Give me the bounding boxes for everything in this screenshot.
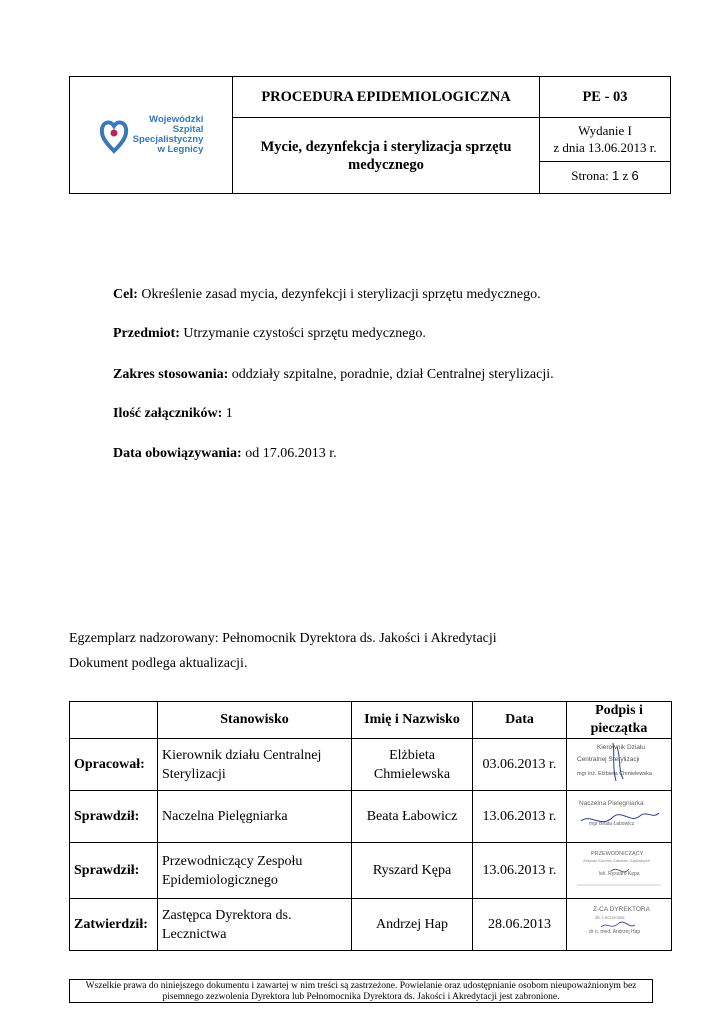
role-cell: Sprawdził: (70, 791, 158, 843)
field-value: 1 (222, 406, 233, 421)
update-note: Dokument podlega aktualizacji. (69, 656, 248, 671)
signature-cell (567, 791, 672, 843)
logo-text (133, 115, 204, 155)
field-label: Ilość załączników: (113, 406, 223, 421)
signature-stamp-2 (571, 791, 667, 837)
edition-cell (540, 118, 671, 194)
date-cell: 03.06.2013 r. (473, 739, 567, 791)
signature-cell (567, 843, 672, 899)
page-total: 6 (631, 168, 639, 183)
heart-logo-icon (99, 116, 129, 154)
field-label: Data obowiązywania: (113, 446, 242, 461)
table-row (70, 899, 672, 951)
field-scope (113, 367, 554, 383)
date-cell: 13.06.2013 r. (473, 843, 567, 899)
column-header: Imię i Nazwisko (352, 702, 473, 739)
subject-title (233, 118, 540, 194)
stamp-text: ds. Lecznictwa (595, 915, 625, 920)
page-label: Strona: (571, 168, 609, 183)
page-number (540, 162, 670, 192)
signature-cell (567, 739, 672, 791)
edition: Wydanie I (578, 123, 632, 138)
signature-scribble (601, 922, 635, 927)
procedure-title: PROCEDURA EPIDEMIOLOGICZNA (233, 77, 540, 118)
name-cell: Andrzej Hap (352, 899, 473, 951)
footer-line: pisemnego zezwolenia Dyrektora lub Pełnomocnika Dyrektora ds. Jakości i Akredytacji jest zabronione. (162, 992, 560, 1002)
field-subject (113, 326, 426, 342)
document-header (69, 76, 671, 194)
table-row (70, 791, 672, 843)
logo-line: w Legnicy (157, 144, 204, 155)
procedure-code: PE - 03 (540, 77, 671, 118)
position-cell: Kierownik działu Centralnej Sterylizacji (158, 739, 352, 791)
signature-stamp-4 (571, 899, 667, 945)
stamp-text: Zespołu Kontroli Zakażeń Szpitalnych (583, 858, 650, 863)
date-cell: 28.06.2013 (473, 899, 567, 951)
field-label: Zakres stosowania: (113, 367, 229, 382)
name-cell: Beata Łabowicz (352, 791, 473, 843)
logo-line: Specjalistyczny (132, 134, 204, 145)
field-label: Cel: (113, 287, 138, 302)
subject-title-text: Mycie, dezynfekcja i sterylizacja sprzętu medycznego (260, 138, 512, 173)
position-cell: Przewodniczący Zespołu Epidemiologicznego (158, 843, 352, 899)
role-cell: Zatwierdził: (70, 899, 158, 951)
table-row (70, 843, 672, 899)
page-of: z (622, 168, 629, 183)
role-cell: Opracował: (70, 739, 158, 791)
logo-cell (70, 77, 233, 194)
column-header: Podpis i pieczątka (567, 702, 672, 739)
field-label: Przedmiot: (113, 326, 180, 341)
signature-cell (567, 899, 672, 951)
field-goal (113, 287, 541, 303)
field-effective-date (113, 446, 337, 462)
hospital-logo (70, 115, 232, 155)
copyright-footer (69, 979, 653, 1003)
footer-line: Wszelkie prawa do niniejszego dokumentu i zawartej w nim treści są zastrzeżone. Powielanie oraz udostępnianie osobom nieupoważnionym bez (85, 981, 637, 991)
supervised-copy-note: Egzemplarz nadzorowany: Pełnomocnik Dyrektora ds. Jakości i Akredytacji (69, 631, 497, 646)
field-value: oddziały szpitalne, poradnie, dział Centralnej sterylizacji. (228, 367, 554, 382)
stamp-text: lek. Ryszard Kępa (599, 871, 640, 877)
logo-line: Szpital (172, 124, 204, 135)
column-header (70, 702, 158, 739)
signoff-table (69, 701, 672, 951)
signature-stamp-3 (571, 845, 667, 891)
logo-line: Wojewódzki (149, 114, 204, 125)
stamp-text: mgr inż. Elżbieta Chmielewska (577, 771, 652, 777)
field-value: od 17.06.2013 r. (241, 446, 337, 461)
stamp-text: PRZEWODNICZĄCY (591, 851, 644, 857)
table-row (70, 739, 672, 791)
stamp-text: dr n. med. Andrzej Hap (589, 929, 641, 935)
column-header: Stanowisko (158, 702, 352, 739)
field-value: Utrzymanie czystości sprzętu medycznego. (179, 326, 426, 341)
column-header: Data (473, 702, 567, 739)
name-cell: Ryszard Kępa (352, 843, 473, 899)
signature-stamp-1 (571, 739, 667, 785)
edition-info (540, 119, 670, 162)
stamp-text: Naczelna Pielęgniarka (579, 800, 644, 807)
page-current: 1 (612, 168, 620, 183)
field-attachments (113, 406, 233, 422)
position-cell: Zastępca Dyrektora ds. Lecznictwa (158, 899, 352, 951)
stamp-text: mgr Beata Łabowicz (589, 821, 635, 827)
stamp-text: Z-CA DYREKTORA (593, 906, 650, 913)
field-value: Określenie zasad mycia, dezynfekcji i sterylizacji sprzętu medycznego. (137, 287, 541, 302)
date-cell: 13.06.2013 r. (473, 791, 567, 843)
role-cell: Sprawdził: (70, 843, 158, 899)
position-cell: Naczelna Pielęgniarka (158, 791, 352, 843)
edition-date: z dnia 13.06.2013 r. (553, 140, 657, 155)
stamp-text: Kierownik Działu (597, 744, 646, 751)
stamp-text: Centralnej Sterylizacji (577, 756, 640, 763)
name-cell: Elżbieta Chmielewska (352, 739, 473, 791)
